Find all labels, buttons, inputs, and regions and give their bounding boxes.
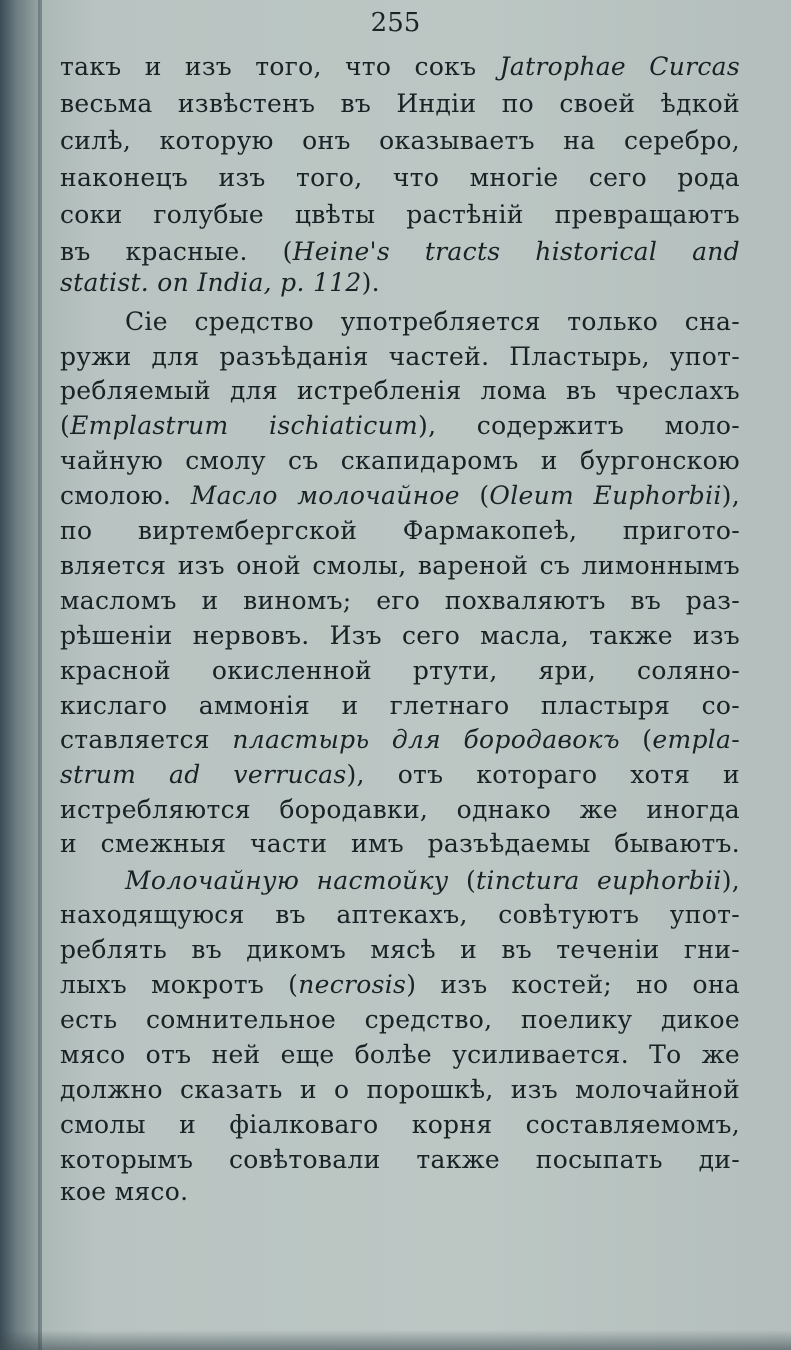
text-line [60,87,740,121]
text-run: ), содержитъ моло- [418,411,740,440]
text-line [60,689,740,723]
text-run: смолою. [60,481,191,510]
italic-text: Молочайную настойку [125,866,449,895]
text-run: ), [721,866,740,895]
italic-text: strum ad verrucas [60,760,347,789]
text-line [125,864,740,898]
text-run: кислаго аммонія и глетнаго пластыря со- [60,691,740,720]
text-run: ( [619,725,653,754]
text-run: рѣшеніи нервовъ. Изъ сего масла, также изъ [60,621,740,650]
text-run: есть сомнительное средство, поелику дикое [60,1005,740,1034]
text-run: которымъ совѣтовали также посыпать ди- [60,1145,740,1174]
italic-text: Oleum Euphorbii [489,481,722,510]
text-run: ( [459,481,490,510]
text-run: чайную смолу съ скапидаромъ и бургонскою [60,446,740,475]
page-number: 255 [370,8,421,38]
text-run: ( [60,411,71,440]
italic-text: statist. on India, p. 112 [60,268,362,297]
text-line [60,898,740,932]
italic-text: Масло молочайное [190,481,460,510]
text-run: ), отъ котораго хотя и [346,760,740,789]
text-line [60,549,740,583]
text-run: силѣ, которую онъ оказываетъ на серебро, [60,126,740,155]
text-line [60,1175,740,1209]
text-line [60,479,740,513]
text-run: смолы и фіалковаго корня составляемомъ, [60,1110,740,1139]
text-line [60,933,740,967]
text-run: ружи для разъѣданія частей. Пластырь, упот- [60,342,740,371]
text-run: должно сказать и о порошкѣ, изъ молочайной [60,1075,740,1104]
text-run: такъ и изъ того, что сокъ [60,52,500,81]
text-line [60,723,740,757]
text-line [60,1038,740,1072]
text-run: ) изъ костей; но она [406,970,740,999]
text-run: красной окисленной ртути, яри, соляно- [60,656,740,685]
text-run: весьма извѣстенъ въ Индіи по своей ѣдкой [60,89,740,118]
text-line [125,305,740,339]
text-run: Сіе средство употребляется только сна- [125,307,740,336]
text-line [60,1003,740,1037]
text-line [60,619,740,653]
text-line [60,409,740,443]
text-run: кое мясо. [60,1177,189,1206]
text-run: по виртембергской Фармакопеѣ, пригото- [60,516,740,545]
text-line [60,793,740,827]
text-run: мясо отъ ней еще болѣе усиливается. То же [60,1040,740,1069]
text-run: масломъ и виномъ; его похваляютъ въ раз- [60,586,740,615]
text-run: ( [448,866,477,895]
italic-text: necrosis [298,970,407,999]
text-run: соки голубые цвѣты растѣній превращаютъ [60,200,740,229]
italic-text: tinctura euphorbii [476,866,722,895]
text-run: ). [361,268,380,297]
text-line [60,235,740,269]
text-line [60,340,740,374]
text-line [60,968,740,1002]
italic-text: пластырь для бородавокъ [232,725,620,754]
italic-text: Heine's tracts historical and [292,237,740,266]
text-line [60,374,740,408]
text-run: реблять въ дикомъ мясѣ и въ теченіи гни- [60,935,740,964]
italic-text: Emplastrum ischiaticum [70,411,419,440]
text-run: въ красные. ( [60,237,293,266]
text-run: лыхъ мокротъ ( [60,970,299,999]
text-line [60,514,740,548]
text-line [60,161,740,195]
text-run: ребляемый для истребленія лома въ чреслахъ [60,376,740,405]
text-run: ставляется [60,725,233,754]
italic-text: Jatrophae Curcas [499,52,740,81]
text-line [60,50,740,84]
italic-text: empla- [652,725,740,754]
text-run: наконецъ изъ того, что многіе сего рода [60,163,740,192]
text-run: находящуюся въ аптекахъ, совѣтуютъ упот- [60,900,740,929]
text-line [60,654,740,688]
text-run: ), [721,481,740,510]
text-line [60,1073,740,1107]
text-line [60,827,740,861]
page-bottom-shadow [0,1330,791,1350]
text-line [60,444,740,478]
text-run: вляется изъ оной смолы, вареной съ лимоннымъ [60,551,740,580]
text-line [60,758,740,792]
text-run: истребляются бородавки, однако же иногда [60,795,740,824]
text-run: и смежныя части имъ разъѣдаемы бываютъ. [60,829,740,858]
text-line [60,266,740,300]
text-line [60,198,740,232]
page-edge-shadow [38,0,42,1350]
text-line [60,1143,740,1177]
text-line [60,584,740,618]
text-line [60,124,740,158]
book-spine [0,0,40,1350]
text-line [60,1108,740,1142]
